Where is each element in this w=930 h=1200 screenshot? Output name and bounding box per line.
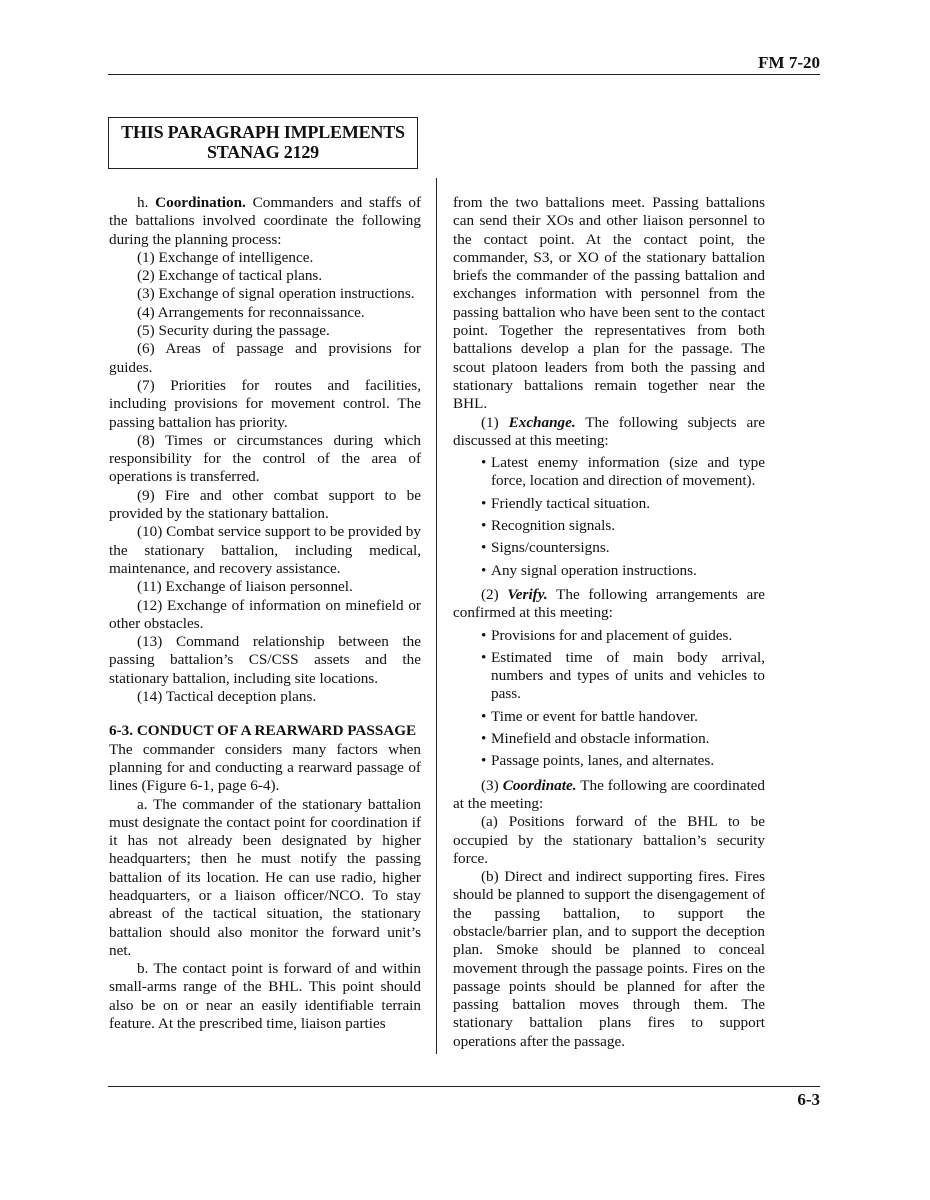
sub-para-number: (2) (481, 585, 499, 603)
bullet-item: • Any signal operation instructions. (481, 562, 765, 580)
list-item: (12) Exchange of information on minefield or other obstacles. (109, 596, 421, 632)
list-item: (13) Command relationship between the passing battalion’s CS/CSS assets and the stationary battalion, including site locations. (109, 633, 421, 687)
para-a: a. The commander of the stationary battalion must designate the contact point for coordination if it has not already been designated by higher headquarters; then he must notify the passing battalion of its location. He can use radio, higher headquarters, or a liaison officer/NCO. To stay abreast of the tactical situation, the stationary battalion should also monitor the forward unit’s net. (109, 795, 421, 959)
para-h-heading: Coordination. (155, 194, 246, 211)
bullet-item: • Minefield and obstacle information. (481, 730, 765, 748)
bullet-item: • Friendly tactical situation. (481, 495, 765, 513)
sub-para-text: The following subjects are discussed at this meeting: (453, 413, 766, 449)
bullet-item: • Passage points, lanes, and alternates. (481, 752, 765, 770)
list-item: (6) Areas of passage and provisions for guides. (109, 340, 421, 376)
para-h-label: h. (137, 194, 149, 211)
footer-rule (108, 1086, 820, 1087)
sub-para-heading: Exchange. (508, 413, 576, 431)
column-divider (436, 178, 437, 1054)
bullet-item: • Estimated time of main body arrival, numbers and types of units and vehicles to pass. (481, 649, 765, 704)
para-h (109, 194, 421, 249)
verify-bullet-list (453, 627, 765, 771)
sub-para-number: (1) (481, 413, 499, 431)
list-item: (9) Fire and other combat support to be provided by the stationary battalion. (109, 486, 421, 523)
sub-para-verify (453, 586, 765, 623)
list-item: (2) Exchange of tactical plans. (137, 267, 323, 285)
list-item: (11) Exchange of liaison personnel. (137, 578, 353, 596)
list-item: (1) Exchange of intelligence. (137, 248, 314, 266)
left-column (109, 194, 421, 1033)
list-item: (5) Security during the passage. (137, 322, 330, 340)
sub-sub-para-a: (a) Positions forward of the BHL to be occupied by the stationary battalion’s security force. (453, 813, 765, 867)
exchange-bullet-list (453, 454, 765, 580)
para-b: b. The contact point is forward of and within small-arms range of the BHL. This point should also be on or near an easily identifiable terrain feature. At the prescribed time, liaison parties (109, 960, 421, 1033)
sub-para-coordinate (453, 777, 765, 814)
sub-para-heading: Coordinate. (502, 776, 577, 794)
stanag-line-2: STANAG 2129 (207, 142, 319, 162)
bullet-item: • Recognition signals. (481, 517, 765, 535)
para-h-text: Commanders and staffs of the battalions involved coordinate the following during the planning process: (109, 194, 421, 248)
right-column (453, 194, 765, 1051)
list-item: (4) Arrangements for reconnaissance. (137, 303, 365, 321)
bullet-item: • Signs/countersigns. (481, 539, 765, 557)
bullet-item: • Provisions for and placement of guides. (481, 627, 765, 645)
list-item: (7) Priorities for routes and facilities, including provisions for movement control. The passing battalion has priority. (109, 376, 421, 431)
list-item: (8) Times or circumstances during which responsibility for the control of the area of operations is transferred. (109, 431, 421, 486)
list-item: (3) Exchange of signal operation instructions. (137, 285, 415, 303)
sub-para-number: (3) (481, 776, 499, 794)
para-b-continued: from the two battalions meet. Passing battalions can send their XOs and other liaison personnel to the contact point. At the contact point, the commander, S3, or XO of the stationary battalion briefs the commander of the passing battalion and exchanges information with personnel from the passing battalion who have been sent to the contact point. Together the representatives from both battalions develop a plan for the passage. The scout platoon leaders from both the passing and stationary battalions remain together near the BHL. (453, 194, 765, 413)
sub-sub-para-b: (b) Direct and indirect supporting fires. Fires should be planned to support the disengagement of the passing battalion, to support the obstacle/barrier plan, and to support the deception plan. Smoke should be planned to conceal movement through the passage points. Fires on the passage points should be planned for after the passing battalion moves through them. The stationary battalion plans fires to support operations after the passage. (453, 868, 765, 1050)
sub-para-text: The following are coordinated at the meeting: (453, 776, 766, 812)
sub-para-text: The following arrangements are confirmed at this meeting: (453, 585, 765, 622)
bullet-item: • Latest enemy information (size and type force, location and direction of movement). (481, 454, 765, 491)
sub-para-heading: Verify. (507, 585, 548, 603)
bullet-item: • Time or event for battle handover. (481, 708, 765, 726)
section-intro: The commander considers many factors when planning for and conducting a rearward passage of lines (Figure 6-1, page 6-4). (109, 740, 421, 795)
list-item: (14) Tactical deception plans. (137, 688, 317, 706)
header-rule (108, 74, 820, 75)
section-heading: 6-3. CONDUCT OF A REARWARD PASSAGE (109, 722, 417, 740)
list-item: (10) Combat service support to be provided by the stationary battalion, including medical, maintenance, and recovery assistance. (109, 523, 421, 577)
stanag-line-1: THIS PARAGRAPH IMPLEMENTS (121, 122, 405, 142)
stanag-notice-box (108, 117, 418, 169)
page-number: 6-3 (797, 1090, 820, 1109)
sub-para-exchange (453, 414, 765, 451)
manual-number: FM 7-20 (758, 53, 820, 72)
